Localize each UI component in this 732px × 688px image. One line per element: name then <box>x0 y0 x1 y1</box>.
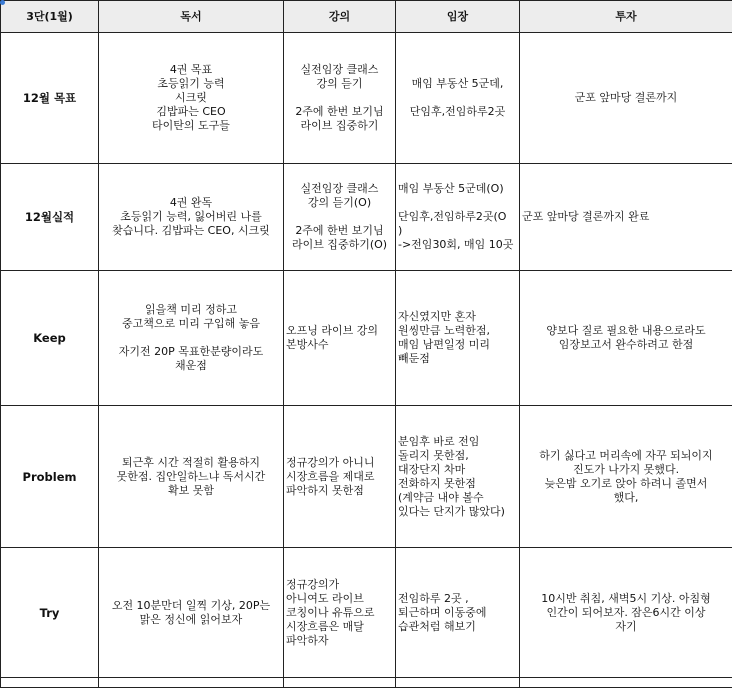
header-row <box>1 1 732 33</box>
cell-investment[interactable]: 군포 앞마당 결론까지 <box>520 33 732 164</box>
row-label[interactable]: 12월실적 <box>1 164 99 271</box>
row-label[interactable]: 12월 목표 <box>1 33 99 164</box>
cell-site-visit[interactable]: 매임 부동산 5군데(O) 단임후,전임하루2곳(O ) ->전임30회, 매임 10곳 <box>396 164 520 271</box>
cell-investment[interactable]: 10시반 취침, 새벽5시 기상. 아침형 인간이 되어보자. 잠은6시간 이상 자기 <box>520 548 732 678</box>
row-december-result <box>1 164 732 271</box>
cell-investment[interactable]: 군포 앞마당 결론까지 완료 <box>520 164 732 271</box>
cell-investment[interactable]: 양보다 질로 필요한 내용으로라도 임장보고서 완수하려고 한점 <box>520 271 732 406</box>
header-investment[interactable]: 투자 <box>520 1 732 33</box>
cell-site-visit[interactable]: 전임하루 2곳 , 퇴근하며 이동중에 습관처럼 해보기 <box>396 548 520 678</box>
cell-lecture[interactable]: 실전임장 클래스 강의 듣기 2주에 한번 보기님 라이브 집중하기 <box>284 33 396 164</box>
header-site-visit[interactable]: 임장 <box>396 1 520 33</box>
cell-lecture[interactable]: 오프닝 라이브 강의 본방사수 <box>284 271 396 406</box>
header-reading[interactable]: 독서 <box>99 1 284 33</box>
row-keep <box>1 271 732 406</box>
cell-site-visit[interactable]: 자신였지만 혼자 원씽만큼 노력한점, 매임 남편일정 미리 빼둔점 <box>396 271 520 406</box>
row-label[interactable]: Keep <box>1 271 99 406</box>
cell-lecture[interactable]: 실전임장 클래스 강의 듣기(O) 2주에 한번 보기님 라이브 집중하기(O) <box>284 164 396 271</box>
header-period[interactable]: 3단(1월) <box>1 1 99 33</box>
header-lecture[interactable]: 강의 <box>284 1 396 33</box>
cell-lecture[interactable]: 정규강의가 아니여도 라이브 코칭이나 유튜으로 시장흐름은 매달 파악하자 <box>284 548 396 678</box>
cell-reading[interactable]: 퇴근후 시간 적절히 활용하지 못한점. 집안일하느냐 독서시간 확보 못함 <box>99 406 284 548</box>
row-problem <box>1 406 732 548</box>
row-try <box>1 548 732 678</box>
row-label[interactable]: Try <box>1 548 99 678</box>
cell-site-visit[interactable]: 분임후 바로 전임 돌리지 못한점, 대장단지 차마 전화하지 못한점 (계약금 내야 볼수 있다는 단지가 많았다) <box>396 406 520 548</box>
row-label[interactable]: Problem <box>1 406 99 548</box>
cell-reading[interactable]: 오전 10분만더 일찍 기상, 20P는 맑은 정신에 읽어보자 <box>99 548 284 678</box>
cell-site-visit[interactable]: 매임 부동산 5군데, 단임후,전임하루2곳 <box>396 33 520 164</box>
cell-reading[interactable]: 4권 완독 초등읽기 능력, 잃어버린 나를 찾습니다. 김밥파는 CEO, 시크릿 <box>99 164 284 271</box>
cell-investment[interactable]: 하기 싫다고 머리속에 자꾸 되뇌이지 진도가 나가지 못했다. 늦은밤 오기로 앉아 하려니 졸면서 했다, <box>520 406 732 548</box>
row-december-goal <box>1 33 732 164</box>
selection-handle-icon[interactable] <box>0 0 5 5</box>
cell-reading[interactable]: 읽을책 미리 정하고 중고책으로 미리 구입해 놓음 자기전 20P 목표한분량이라도 채운점 <box>99 271 284 406</box>
cell-lecture[interactable]: 정규강의가 아니니 시장흐름을 제대로 파악하지 못한점 <box>284 406 396 548</box>
cell-reading[interactable]: 4권 목표 초등읽기 능력 시크릿 김밥파는 CEO 타이탄의 도구들 <box>99 33 284 164</box>
